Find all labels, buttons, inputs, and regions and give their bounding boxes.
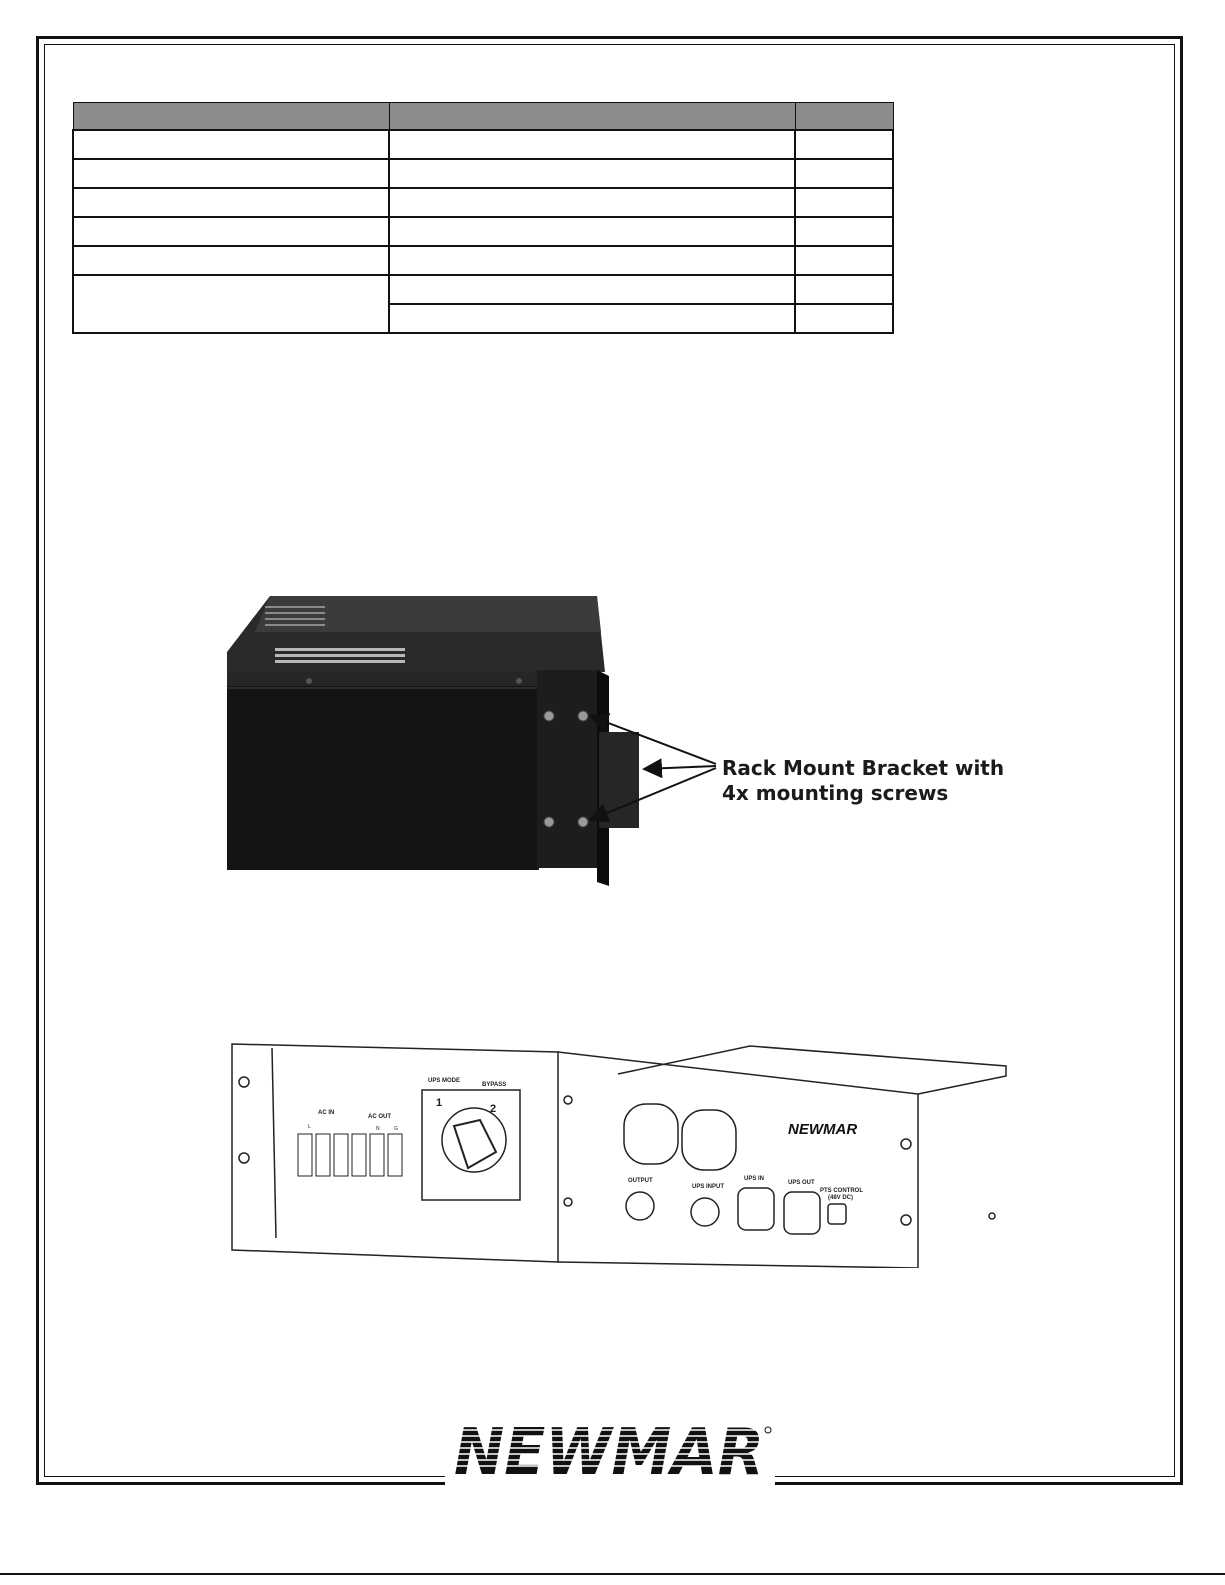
callout-line-2: 4x mounting screws (722, 781, 949, 805)
parts-table (72, 102, 894, 334)
selector-knob (454, 1120, 496, 1168)
table-cell (73, 130, 389, 159)
mounting-screw (578, 817, 588, 827)
label-bypass: BYPASS (482, 1082, 507, 1088)
product-photo (225, 592, 645, 888)
table-header-cell (389, 103, 795, 131)
label-ups-mode: UPS MODE (428, 1078, 461, 1084)
switch-position-1: 1 (436, 1097, 443, 1109)
table-cell (795, 217, 893, 246)
label-pts-voltage: (48V DC) (828, 1195, 854, 1201)
table-cell (389, 275, 795, 304)
table-cell (389, 217, 795, 246)
table-cell (795, 159, 893, 188)
table-cell-merged (73, 275, 389, 333)
label-ac-out: AC OUT (368, 1114, 391, 1120)
label-ups-input: UPS INPUT (692, 1184, 725, 1190)
label-output: OUTPUT (628, 1178, 653, 1184)
table-cell (795, 275, 893, 304)
newmar-logo (450, 1408, 772, 1488)
mounting-screw (544, 817, 554, 827)
table-cell (795, 304, 893, 333)
table-row (73, 275, 893, 304)
table-cell (389, 246, 795, 275)
rack-mount-callout (722, 756, 1004, 806)
table-cell (795, 188, 893, 217)
panel-brand: NEWMAR (788, 1121, 858, 1138)
mounting-screw (544, 711, 554, 721)
table-row (73, 188, 893, 217)
label-g: G (394, 1126, 398, 1132)
table-row (73, 159, 893, 188)
table-cell (73, 217, 389, 246)
table-header-cell (795, 103, 893, 131)
table-row (73, 130, 893, 159)
table-row (73, 246, 893, 275)
label-ups-out: UPS OUT (788, 1180, 815, 1186)
label-ac-in: AC IN (318, 1110, 335, 1116)
table-header-row (73, 103, 893, 131)
logo-text: NEWMAR (454, 1416, 764, 1488)
bottom-rule (0, 1573, 1225, 1575)
table-cell (73, 246, 389, 275)
callout-line-1: Rack Mount Bracket with (722, 756, 1005, 780)
label-n: N (376, 1126, 380, 1132)
side-vent (275, 648, 405, 663)
table-cell (795, 130, 893, 159)
front-panel-drawing (228, 1042, 1014, 1268)
mounting-screw (578, 711, 588, 721)
table-cell (389, 188, 795, 217)
logo-stripes (450, 1430, 772, 1466)
switch-position-2: 2 (490, 1103, 497, 1115)
terminal-block (298, 1134, 402, 1176)
table-cell (795, 246, 893, 275)
label-ups-in: UPS IN (744, 1176, 765, 1182)
table-cell (73, 188, 389, 217)
table-cell (389, 304, 795, 333)
table-header-cell (73, 103, 389, 131)
label-pts-control: PTS CONTROL (820, 1188, 863, 1194)
table-cell (389, 130, 795, 159)
table-cell (389, 159, 795, 188)
table-row (73, 217, 893, 246)
label-l: L (308, 1124, 311, 1130)
table-cell (73, 159, 389, 188)
